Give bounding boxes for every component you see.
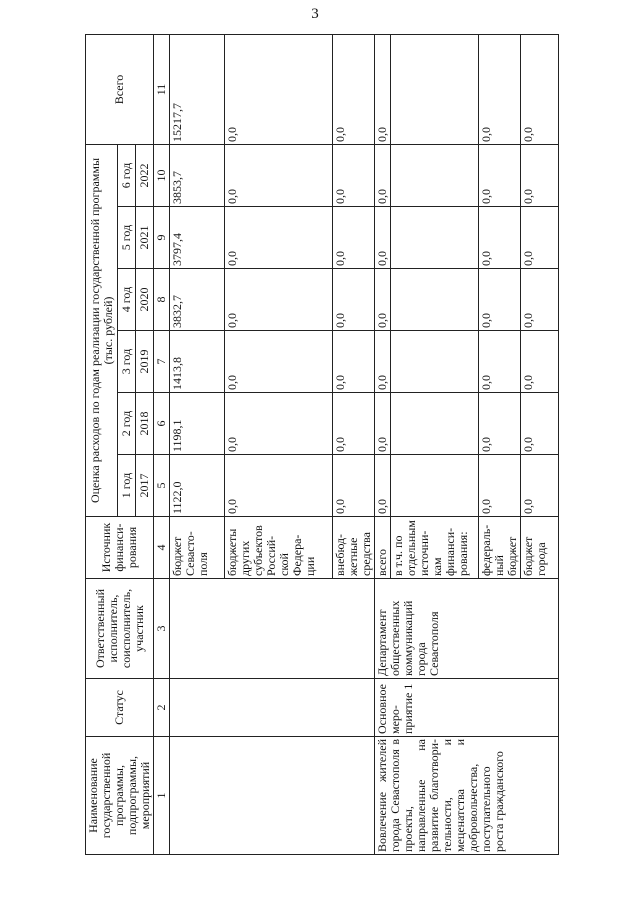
header-name: Наименование государственной программы, подпрограммы, мероприятий	[86, 737, 154, 855]
value-cell: 0,0	[375, 207, 391, 269]
source-cell: бюджет Севасто-поля	[170, 517, 225, 579]
value-cell: 0,0	[333, 269, 375, 331]
value-cell: 0,0	[521, 34, 559, 144]
col-number: 4	[154, 517, 170, 579]
source-cell: бюджет города	[521, 517, 559, 579]
value-cell	[391, 144, 479, 206]
name-cell-empty	[170, 737, 375, 855]
budget-table	[85, 34, 559, 855]
year-label: 4 год	[118, 269, 136, 331]
value-cell	[391, 207, 479, 269]
table-row	[375, 34, 391, 854]
value-cell: 0,0	[333, 144, 375, 206]
value-cell: 1413,8	[170, 331, 225, 393]
value-cell: 0,0	[333, 207, 375, 269]
year-value: 2019	[136, 331, 154, 393]
value-cell	[391, 455, 479, 517]
value-cell	[391, 269, 479, 331]
header-source: Источник финанси-рования	[86, 517, 154, 579]
col-number: 1	[154, 737, 170, 855]
value-cell: 0,0	[225, 331, 333, 393]
source-cell: всего	[375, 517, 391, 579]
value-cell: 0,0	[479, 393, 521, 455]
year-label: 6 год	[118, 144, 136, 206]
executor-cell-empty	[170, 579, 375, 679]
table-row	[170, 34, 225, 854]
value-cell: 0,0	[521, 269, 559, 331]
col-number: 7	[154, 331, 170, 393]
value-cell: 0,0	[521, 207, 559, 269]
year-label: 1 год	[118, 455, 136, 517]
activity-name: Вовлечение жителей города Севастополя в проекты, направленные на развитие благотвори-тельности, и меценатства и добровольчества, поступательного роста гражданского	[375, 737, 559, 855]
activity-executor: Департамент общественных коммуникаций города Севастополя	[375, 579, 559, 679]
value-cell: 3853,7	[170, 144, 225, 206]
value-cell: 0,0	[375, 455, 391, 517]
page-number: 3	[311, 6, 319, 22]
col-number: 8	[154, 269, 170, 331]
source-cell: федераль-ный бюджет	[479, 517, 521, 579]
value-cell: 1198,1	[170, 393, 225, 455]
header-total: Всего	[86, 34, 154, 144]
col-number: 2	[154, 679, 170, 737]
header-estimate: Оценка расходов по годам реализации государственной программы (тыс. рублей)	[86, 144, 118, 516]
year-label: 3 год	[118, 331, 136, 393]
rotated-table-wrapper	[85, 35, 585, 855]
col-number: 10	[154, 144, 170, 206]
value-cell: 0,0	[479, 269, 521, 331]
year-value: 2022	[136, 144, 154, 206]
year-value: 2021	[136, 207, 154, 269]
year-value: 2020	[136, 269, 154, 331]
col-number: 5	[154, 455, 170, 517]
value-cell: 0,0	[225, 144, 333, 206]
value-cell: 0,0	[375, 331, 391, 393]
value-cell: 0,0	[521, 455, 559, 517]
year-value: 2018	[136, 393, 154, 455]
col-number: 3	[154, 579, 170, 679]
value-cell: 0,0	[225, 393, 333, 455]
year-label: 2 год	[118, 393, 136, 455]
value-cell: 0,0	[333, 455, 375, 517]
value-cell: 0,0	[521, 144, 559, 206]
col-number: 11	[154, 34, 170, 144]
value-cell: 0,0	[333, 393, 375, 455]
value-cell: 0,0	[333, 331, 375, 393]
value-cell: 0,0	[479, 207, 521, 269]
value-cell: 15217,7	[170, 34, 225, 144]
value-cell: 3797,4	[170, 207, 225, 269]
header-status: Статус	[86, 679, 154, 737]
value-cell: 0,0	[225, 269, 333, 331]
value-cell	[391, 34, 479, 144]
value-cell	[391, 393, 479, 455]
value-cell: 0,0	[479, 331, 521, 393]
value-cell: 0,0	[225, 455, 333, 517]
col-number: 6	[154, 393, 170, 455]
value-cell: 0,0	[375, 269, 391, 331]
value-cell: 0,0	[225, 207, 333, 269]
value-cell: 0,0	[479, 455, 521, 517]
value-cell: 0,0	[521, 393, 559, 455]
activity-status: Основное меро-приятие 1	[375, 679, 559, 737]
col-number: 9	[154, 207, 170, 269]
value-cell: 0,0	[521, 331, 559, 393]
value-cell: 0,0	[225, 34, 333, 144]
value-cell: 1122,0	[170, 455, 225, 517]
value-cell: 0,0	[479, 34, 521, 144]
value-cell: 0,0	[375, 393, 391, 455]
value-cell: 0,0	[375, 144, 391, 206]
source-cell: внебюд-жетные средства	[333, 517, 375, 579]
value-cell: 0,0	[333, 34, 375, 144]
value-cell: 0,0	[479, 144, 521, 206]
header-executor: Ответственный исполнитель, соисполнитель, участник	[86, 579, 154, 679]
value-cell	[391, 331, 479, 393]
source-cell: бюджеты других субъектов Россий-ской Федера-ции	[225, 517, 333, 579]
source-cell: в т.ч. по отдельным источни-кам финанси-рования:	[391, 517, 479, 579]
value-cell: 0,0	[375, 34, 391, 144]
year-value: 2017	[136, 455, 154, 517]
status-cell-empty	[170, 679, 375, 737]
value-cell: 3832,7	[170, 269, 225, 331]
year-label: 5 год	[118, 207, 136, 269]
